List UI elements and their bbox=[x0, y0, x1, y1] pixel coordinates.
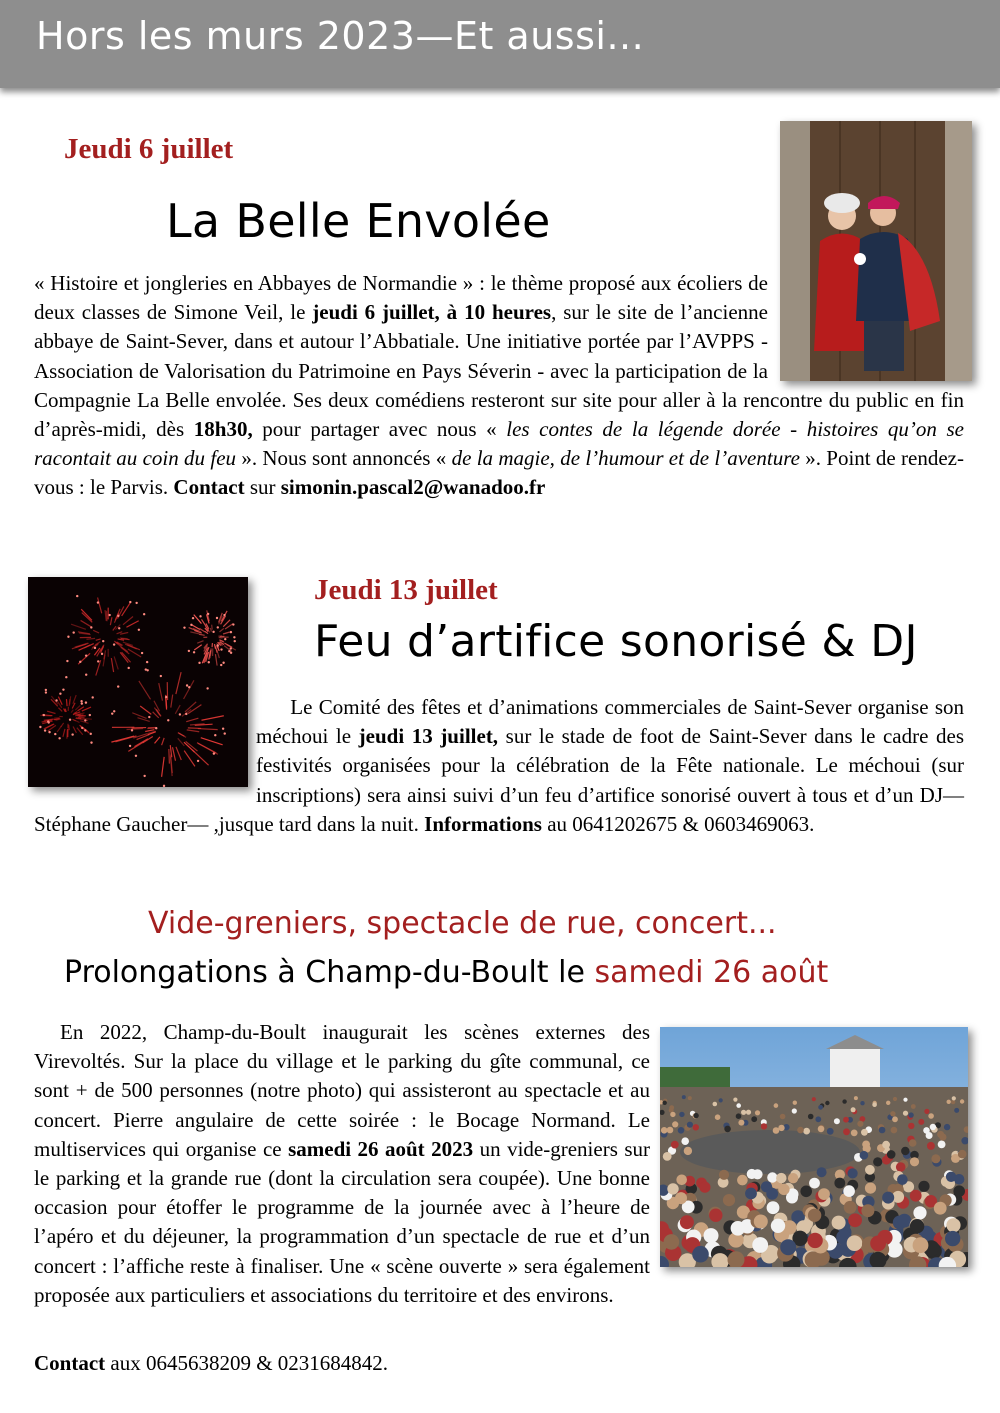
event1-text: « Histoire et jongleries en Abbayes de Normandie » : le thème proposé aux écoliers de deux classes de Simone Veil, le jeudi 6 juillet, à 10 heures, sur le site de l’ancienne abbaye de Saint-Sever, dans et autour l’Abbatiale. Une initiative portée par l’AVPPS - Association de Valorisation du Patrimoine en Pays Séverin - avec la participation de la Compagnie La Belle envolée. Ses deux comédiens resteront sur site pour aller à la rencontre du public en fin d’après-midi, dès 18h30, pour partager avec nous « les contes de la légende dorée - histoires qu’on se racontait au coin du feu ». Nous sont annoncés « de la magie, de l’humour et de l’aventure ». Point de rendez-vous : le Parvis. Contact sur simonin.pascal2@wanadoo.fr bbox=[34, 271, 964, 500]
event2-text-top: Le Comité des fêtes et d’animations commerciales de Saint-Sever organise son méchoui le jeudi 13 juillet, sur le stade de foot de Saint-Sever dans le cadre des festivités organisées pour la célébration de la Fête nationale. Le méchoui (sur inscriptions) sera ainsi suivi d’un feu d’artifice sonorisé ouvert à tous et d’un DJ—Stéphane Gaucher— ,jusque tard dans la nuit. Informations au 0641202675 & 0603469063. bbox=[34, 695, 965, 836]
event2-date: Jeudi 13 juillet bbox=[314, 574, 498, 606]
page-title: Hors les murs 2023—Et aussi... bbox=[36, 14, 645, 58]
event1-title: La Belle Envolée bbox=[166, 194, 551, 248]
header-banner bbox=[0, 0, 1000, 88]
event3-heading: Vide-greniers, spectacle de rue, concert... bbox=[148, 906, 777, 941]
event3-contact: Contact aux 0645638209 & 0231684842. bbox=[34, 1351, 389, 1375]
event3-text: En 2022, Champ-du-Boult inaugurait les scènes externes des Virevoltés. Sur la place du village et le parking du gîte communal, ce sont + de 500 personnes (notre photo) qui assisteront au spectacle et au concert. Pierre angulaire de cette soirée : le Bocage Normand. Le multiservices qui organise ce samedi 26 août 2023 un vide-greniers sur le parking et la grande rue (dont la circulation sera coupée). Une bonne occasion pour étoffer le programme de la journée avec à l’heure de l’apéro et du déjeuner, la programmation d’un spectacle de rue et d’un concert : l’affiche reste à finaliser. Une « scène ouverte » sera également proposée aux particuliers et associations du territoire et des environs. bbox=[34, 1020, 650, 1307]
event1-date: Jeudi 6 juillet bbox=[64, 133, 234, 165]
event3-subheading: Prolongations à Champ-du-Boult le samedi 26 août bbox=[64, 955, 829, 990]
event2-title: Feu d’artifice sonorisé & DJ bbox=[314, 616, 918, 667]
